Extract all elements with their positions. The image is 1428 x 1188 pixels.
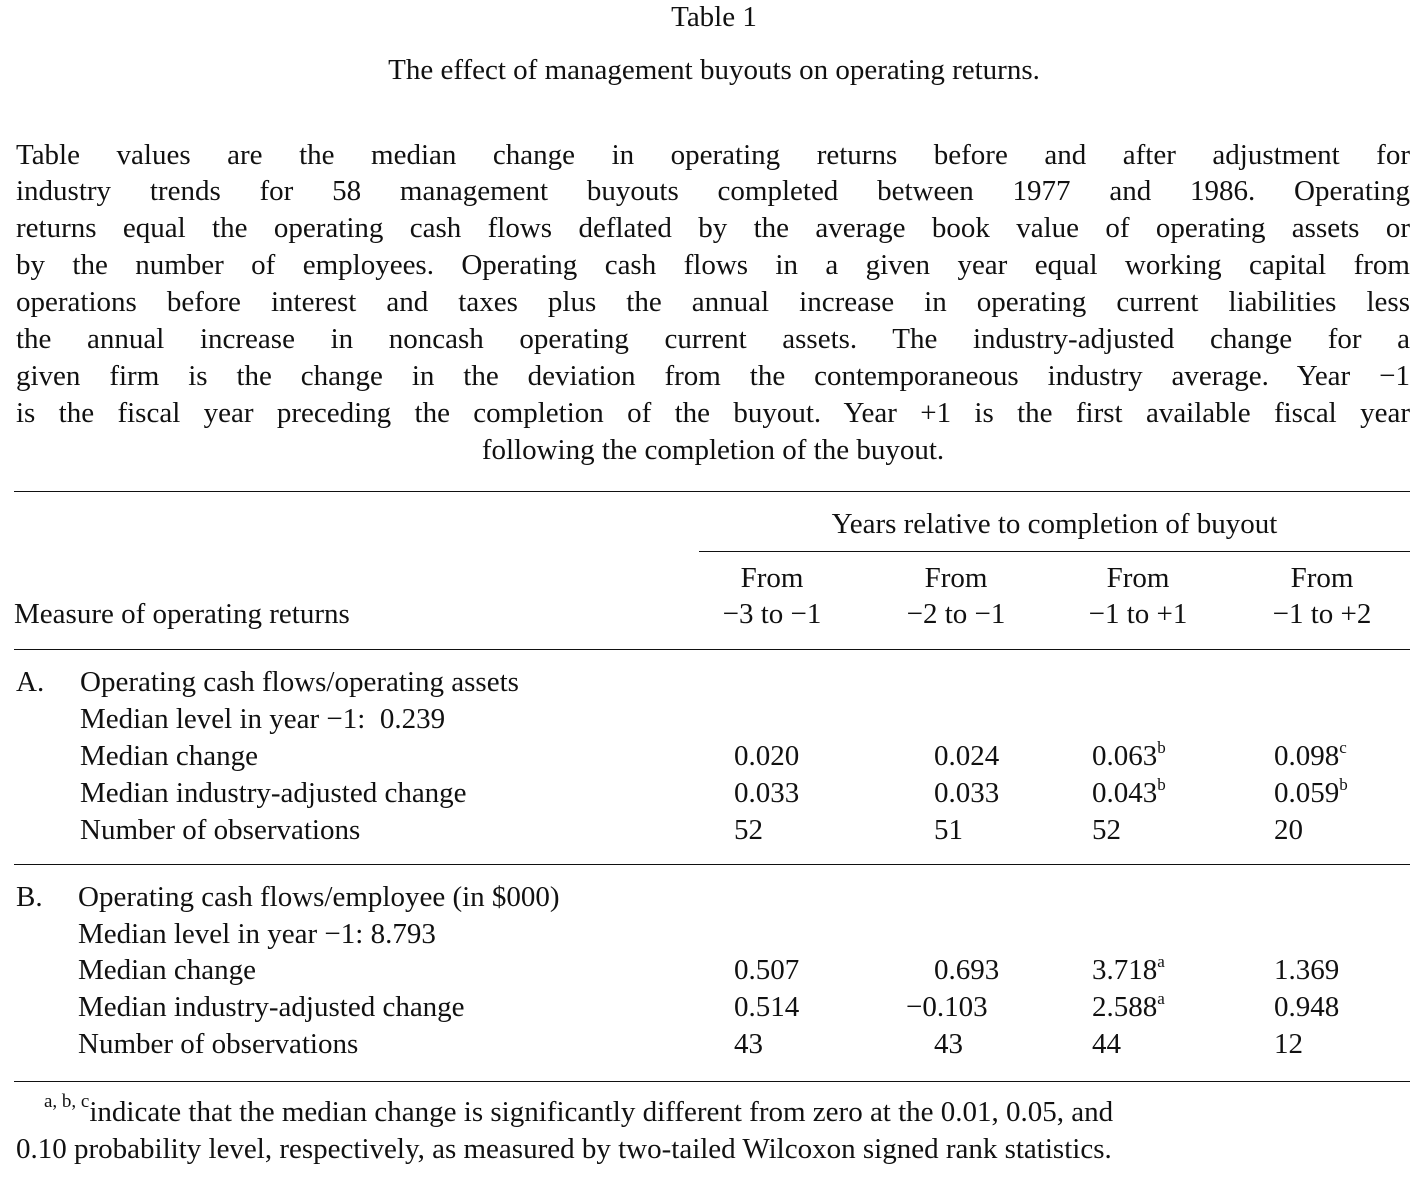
- table-cell: 52: [1092, 814, 1121, 846]
- column-header-range: −3 to −1: [722, 598, 822, 630]
- column-header-from: From: [1290, 562, 1354, 594]
- caption-line: Table values are the median change in operating returns before and after adjustment for: [16, 139, 1410, 171]
- median-level-label: Median level in year −1:: [78, 918, 364, 950]
- table-cell: 0.059$^b$: [1274, 775, 1348, 809]
- row-label: Median change: [80, 740, 258, 772]
- table-cell: 52: [734, 814, 763, 846]
- caption-line: is the fiscal year preceding the completion of the buyout. Year +1 is the first available fiscal year: [16, 397, 1410, 429]
- panel-letter: B.: [16, 881, 43, 913]
- column-spanner: Years relative to completion of buyout: [831, 508, 1278, 540]
- table-cell: 0.063$^b$: [1092, 738, 1166, 772]
- panel-letter: A.: [16, 666, 45, 698]
- table-cell: 0.507: [734, 954, 800, 986]
- caption-line: industry trends for 58 management buyouts completed between 1977 and 1986. Operating: [16, 175, 1410, 207]
- table-cell: 0.693: [934, 954, 1000, 986]
- footnote-line: 0.10 probability level, respectively, as measured by two-tailed Wilcoxon signed rank statistics.: [16, 1133, 1112, 1165]
- significance-mark: a: [1157, 989, 1165, 1008]
- median-level: [80, 701, 445, 737]
- footnote-line: [44, 1091, 1410, 1131]
- footnote-marks: a, b, c: [44, 1091, 90, 1112]
- table-label: Table 1: [671, 1, 757, 33]
- header-rule: [14, 649, 1410, 650]
- table-bottom-rule: [14, 1081, 1410, 1082]
- column-header-range: −1 to +1: [1088, 598, 1188, 630]
- row-label: Median change: [78, 954, 256, 986]
- row-label-header: Measure of operating returns: [14, 598, 350, 630]
- table-cell: 0.948: [1274, 991, 1340, 1023]
- table-cell: 0.020: [734, 740, 800, 772]
- significance-mark: b: [1157, 775, 1166, 794]
- panel-rule: [14, 864, 1410, 865]
- significance-mark: b: [1339, 775, 1348, 794]
- row-label: Median industry-adjusted change: [78, 991, 465, 1023]
- column-header-from: From: [1106, 562, 1170, 594]
- row-label: Number of observations: [80, 814, 361, 846]
- median-level: [78, 916, 436, 952]
- row-label: Number of observations: [78, 1028, 359, 1060]
- panel-title: Operating cash flows/employee (in $000): [78, 881, 560, 913]
- table-cell: 0.043$^b$: [1092, 775, 1166, 809]
- table-cell: 20: [1274, 814, 1303, 846]
- spanner-rule: [699, 551, 1410, 552]
- table-top-rule: [14, 491, 1410, 492]
- median-level-value: 0.239: [379, 703, 446, 735]
- table-cell: 0.098$^c$: [1274, 738, 1347, 772]
- caption-line: returns equal the operating cash flows deflated by the average book value of operating assets or: [16, 212, 1410, 244]
- panel-title: Operating cash flows/operating assets: [80, 666, 519, 698]
- caption-line: operations before interest and taxes plus the annual increase in operating current liabilities less: [16, 286, 1410, 318]
- caption-line: by the number of employees. Operating cash flows in a given year equal working capital from: [16, 249, 1410, 281]
- footnote-text: indicate that the median change is significantly different from zero at the 0.01, 0.05, and: [89, 1096, 1114, 1128]
- column-header-from: From: [924, 562, 988, 594]
- table-cell: 3.718$^a$: [1092, 952, 1165, 986]
- table-cell: 2.588$^a$: [1092, 989, 1165, 1023]
- significance-mark: a: [1157, 952, 1165, 971]
- table-cell: 1.369: [1274, 954, 1340, 986]
- significance-mark: c: [1339, 738, 1347, 757]
- median-level-label: Median level in year −1:: [80, 703, 366, 735]
- caption-line: following the completion of the buyout.: [481, 434, 945, 466]
- table-title: The effect of management buyouts on operating returns.: [388, 54, 1040, 86]
- column-header-range: −1 to +2: [1272, 598, 1372, 630]
- table-cell: 51: [934, 814, 963, 846]
- table-cell: 0.033: [934, 777, 1000, 809]
- row-label: Median industry-adjusted change: [80, 777, 467, 809]
- significance-mark: b: [1157, 738, 1166, 757]
- caption-line: given firm is the change in the deviation from the contemporaneous industry average. Year −1: [16, 360, 1410, 392]
- column-header-range: −2 to −1: [906, 598, 1006, 630]
- table-cell: 43: [734, 1028, 763, 1060]
- table-cell: 0.024: [934, 740, 1000, 772]
- table-cell: 0.033: [734, 777, 800, 809]
- table-cell: 44: [1092, 1028, 1121, 1060]
- table-cell: 12: [1274, 1028, 1303, 1060]
- table-cell: 0.514: [734, 991, 800, 1023]
- median-level-value: 8.793: [370, 918, 436, 950]
- column-header-from: From: [740, 562, 804, 594]
- caption-line: the annual increase in noncash operating current assets. The industry-adjusted change for a: [16, 323, 1410, 355]
- table-cell: 43: [934, 1028, 963, 1060]
- table-cell: −0.103: [906, 991, 988, 1023]
